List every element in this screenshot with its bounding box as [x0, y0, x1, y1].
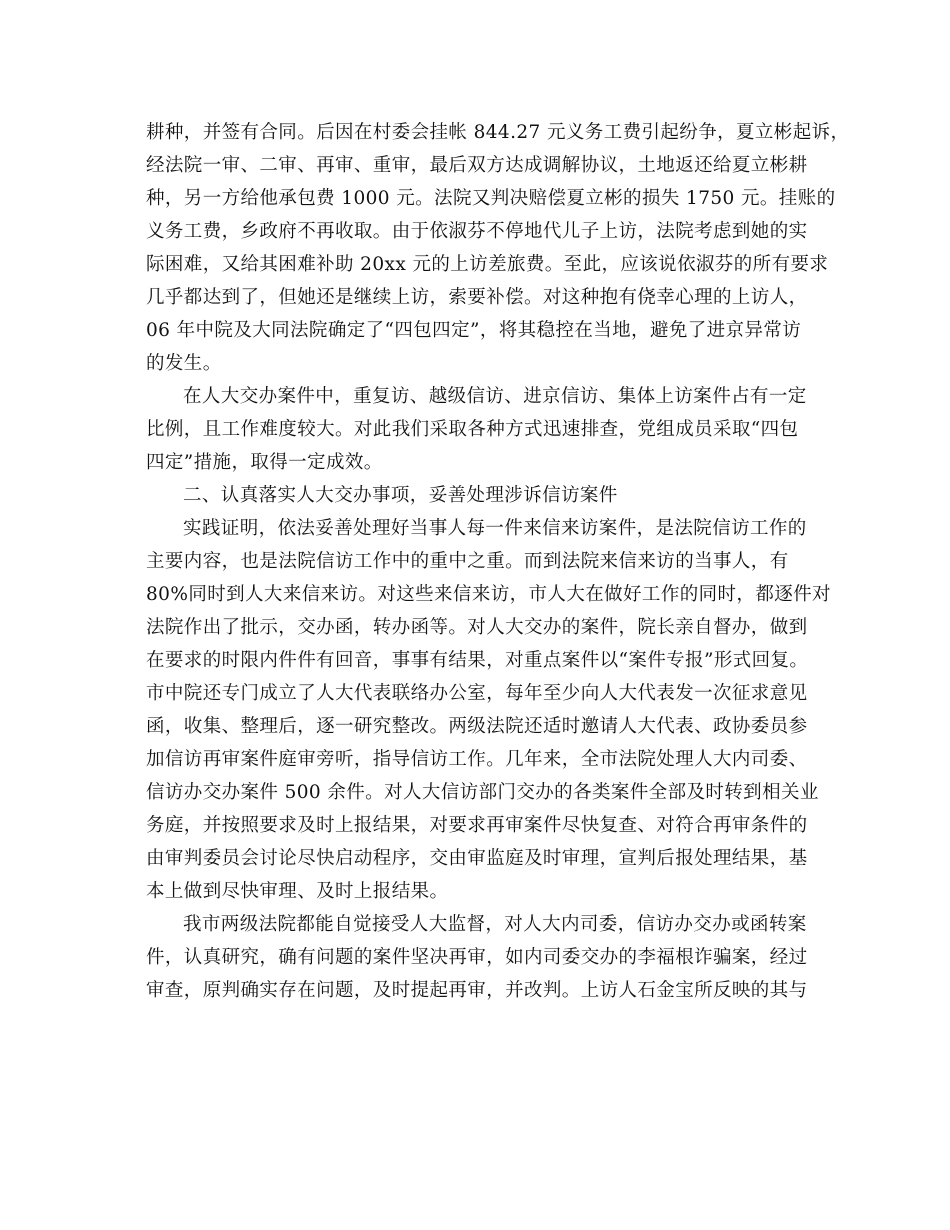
text-line: 本上做到尽快审理、及时上报结果。 [146, 881, 449, 902]
section-heading: 二、认真落实人大交办事项，妥善处理涉诉信访案件 [183, 485, 618, 506]
text-line: 市中院还专门成立了人大代表联络办公室，每年至少向人大代表发一次征求意见 [146, 683, 808, 704]
text-line: 由审判委员会讨论尽快启动程序，交由审监庭及时审理，宣判后报处理结果，基 [146, 848, 808, 869]
paragraph-start-line: 在人大交办案件中，重复访、越级信访、进京信访、集体上访案件占有一定 [183, 386, 807, 407]
text-line: 际困难，又给其困难补助 20xx 元的上访差旅费。至此，应该说依淑芬的所有要求 [146, 254, 829, 275]
text-line: 06 年中院及大同法院确定了“四包四定”，将其稳控在当地，避免了进京异常访 [146, 320, 802, 341]
text-line: 80%同时到人大来信来访。对这些来信来访，市人大在做好工作的同时，都逐件对 [146, 584, 831, 605]
text-line: 法院作出了批示，交办函，转办函等。对人大交办的案件，院长亲自督办，做到 [146, 617, 808, 638]
text-line: 审查，原判确实存在问题，及时提起再审，并改判。上访人石金宝所反映的其与 [146, 980, 808, 1001]
text-line: 经法院一审、二审、再审、重审，最后双方达成调解协议，土地返还给夏立彬耕 [146, 155, 808, 176]
text-line: 件，认真研究，确有问题的案件坚决再审，如内司委交办的李福根诈骗案，经过 [146, 947, 808, 968]
text-line: 的发生。 [146, 353, 222, 374]
text-line: 函，收集、整理后，逐一研究整改。两级法院还适时邀请人大代表、政协委员参 [146, 716, 808, 737]
text-line: 义务工费，乡政府不再收取。由于依淑芬不停地代儿子上访，法院考虑到她的实 [146, 221, 808, 242]
text-line: 几乎都达到了，但她还是继续上访，索要补偿。对这种抱有侥幸心理的上访人， [146, 287, 808, 308]
text-line: 四定”措施，取得一定成效。 [146, 452, 383, 473]
text-line: 在要求的时限内件件有回音，事事有结果，对重点案件以“案件专报”形式回复。 [146, 650, 809, 671]
text-line: 种，另一方给他承包费 1000 元。法院又判决赔偿夏立彬的损失 1750 元。挂账的 [146, 188, 836, 209]
text-line: 加信访再审案件庭审旁听，指导信访工作。几年来，全市法院处理人大内司委、 [146, 749, 808, 770]
text-line: 务庭，并按照要求及时上报结果，对要求再审案件尽快复查、对符合再审条件的 [146, 815, 808, 836]
text-line: 比例，且工作难度较大。对此我们采取各种方式迅速排查，党组成员采取“四包 [146, 419, 799, 440]
text-line: 耕种，并签有合同。后因在村委会挂帐 844.27 元义务工费引起纷争，夏立彬起诉， [146, 122, 850, 143]
paragraph-start-line: 实践证明，依法妥善处理好当事人每一件来信来访案件，是法院信访工作的 [183, 518, 807, 539]
text-line: 主要内容，也是法院信访工作中的重中之重。而到法院来信来访的当事人，有 [146, 551, 789, 572]
text-line: 信访办交办案件 500 余件。对人大信访部门交办的各类案件全部及时转到相关业 [146, 782, 819, 803]
paragraph-start-line: 我市两级法院都能自觉接受人大监督，对人大内司委，信访办交办或函转案 [183, 914, 807, 935]
